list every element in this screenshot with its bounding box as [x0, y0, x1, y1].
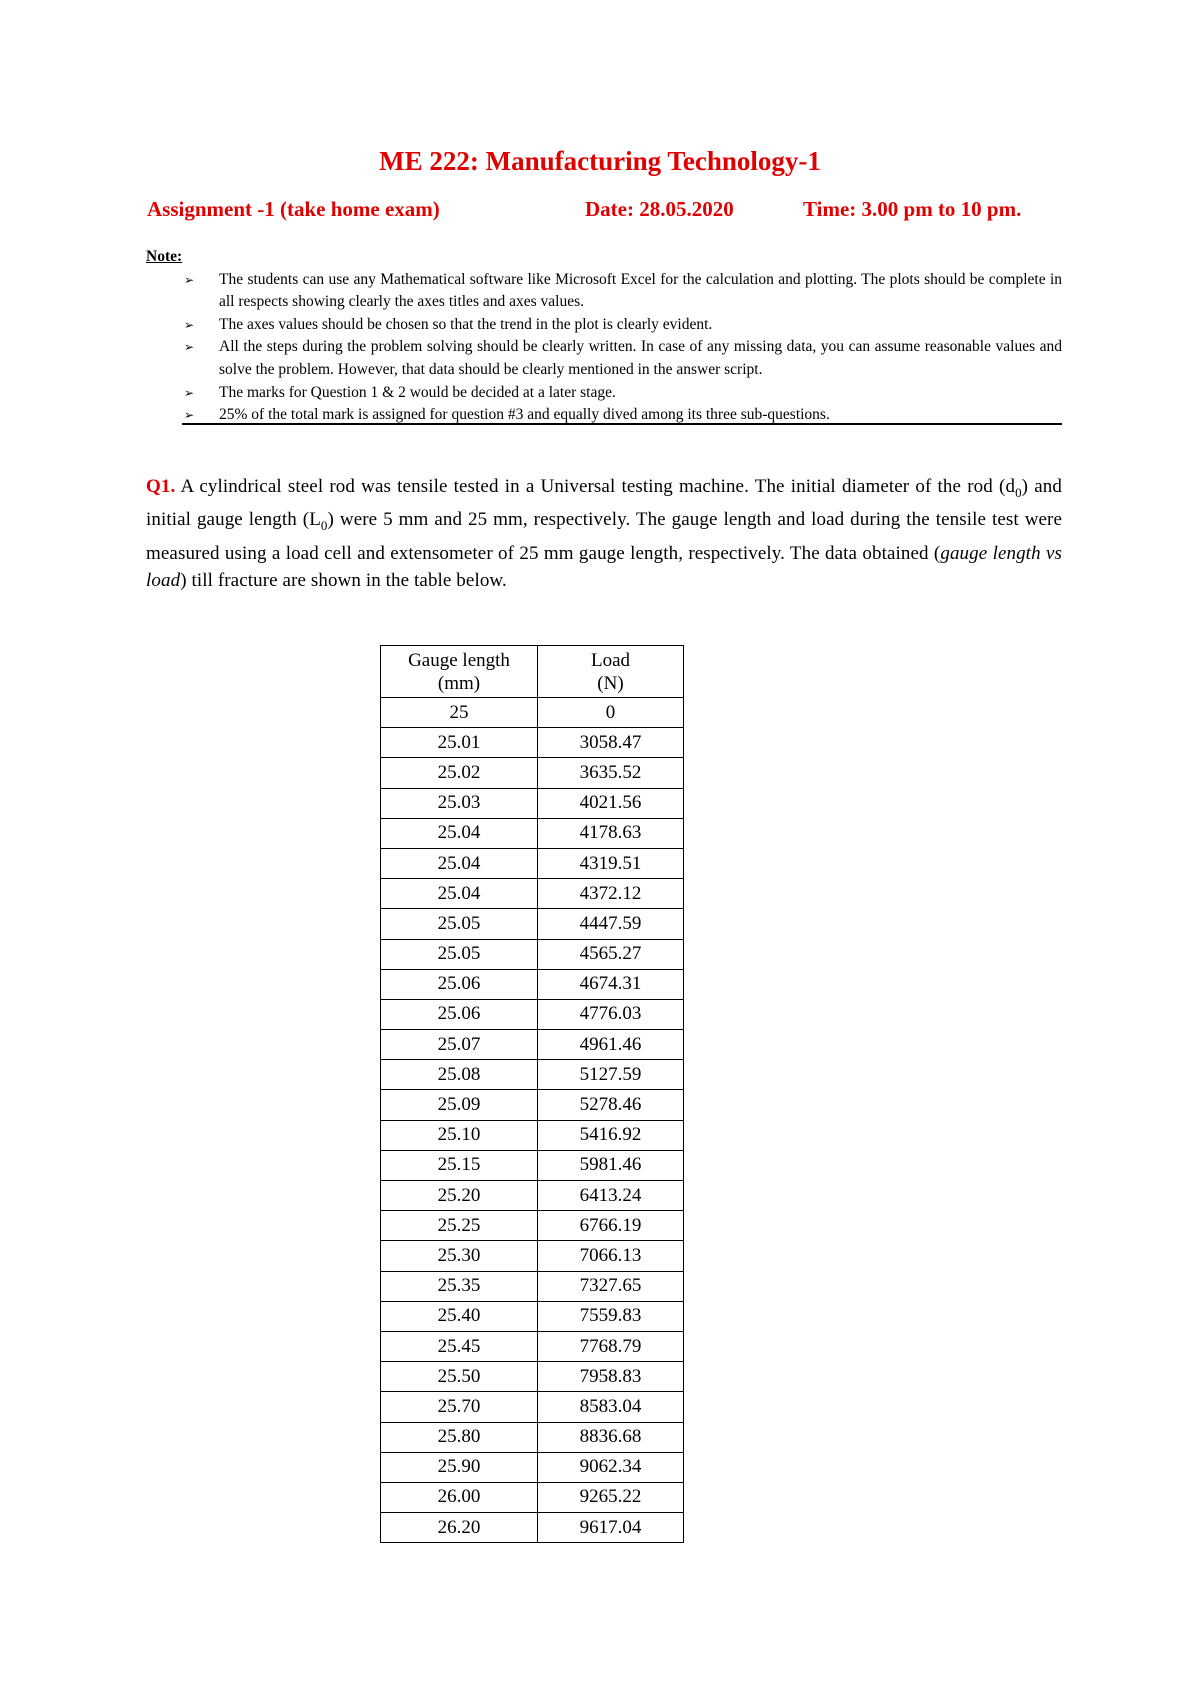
gauge-length-cell: 25.04	[381, 818, 538, 848]
load-cell: 4372.12	[538, 879, 684, 909]
load-cell: 5127.59	[538, 1060, 684, 1090]
load-cell: 9265.22	[538, 1482, 684, 1512]
gauge-length-cell: 25.06	[381, 999, 538, 1029]
table-row	[381, 1060, 684, 1090]
note-text: The marks for Question 1 & 2 would be decided at a later stage.	[219, 383, 616, 401]
gauge-length-cell: 25.80	[381, 1422, 538, 1452]
table-row	[381, 1211, 684, 1241]
table-header-row	[381, 646, 684, 698]
table-row	[381, 818, 684, 848]
load-cell: 5416.92	[538, 1120, 684, 1150]
gauge-length-cell: 25.25	[381, 1211, 538, 1241]
table-row	[381, 1513, 684, 1543]
table-row	[381, 1181, 684, 1211]
arrow-bullet-icon: ➢	[184, 408, 195, 423]
load-cell: 7327.65	[538, 1271, 684, 1301]
gauge-length-cell: 25.40	[381, 1301, 538, 1331]
question-label: Q1.	[146, 476, 176, 497]
load-cell: 5981.46	[538, 1150, 684, 1180]
load-cell: 8583.04	[538, 1392, 684, 1422]
table-body	[381, 698, 684, 1543]
load-cell: 6766.19	[538, 1211, 684, 1241]
load-cell: 4021.56	[538, 788, 684, 818]
table-row	[381, 1331, 684, 1361]
arrow-bullet-icon: ➢	[184, 272, 195, 287]
load-cell: 7958.83	[538, 1362, 684, 1392]
note-text: The axes values should be chosen so that the trend in the plot is clearly evident.	[219, 315, 713, 333]
gauge-length-cell: 25.01	[381, 728, 538, 758]
header-text: Gauge length	[408, 649, 510, 671]
load-cell: 4565.27	[538, 939, 684, 969]
table-row	[381, 788, 684, 818]
arrow-bullet-icon: ➢	[184, 340, 195, 355]
table-row	[381, 1120, 684, 1150]
note-text: All the steps during the problem solving should be clearly written. In case of any missing data, you can assume reasonable values and solve the problem. However, that data should be clearly mentioned in the answer script.	[219, 338, 1062, 378]
table-row	[381, 939, 684, 969]
table-row	[381, 1452, 684, 1482]
note-text: The students can use any Mathematical software like Microsoft Excel for the calculation and plotting. The plots should be complete in all respects showing clearly the axes titles and axes values.	[219, 270, 1062, 311]
gauge-length-cell: 25.20	[381, 1181, 538, 1211]
table-row	[381, 698, 684, 728]
gauge-length-cell: 25.03	[381, 788, 538, 818]
header-text: Load	[590, 649, 631, 671]
header-unit: (N)	[597, 672, 624, 694]
table-row	[381, 1422, 684, 1452]
load-cell: 4447.59	[538, 909, 684, 939]
table-row	[381, 758, 684, 788]
load-cell: 4319.51	[538, 848, 684, 878]
load-cell: 0	[538, 698, 684, 728]
gauge-length-cell: 25.90	[381, 1452, 538, 1482]
header-load	[538, 646, 684, 698]
table-row	[381, 1362, 684, 1392]
gauge-length-cell: 25.02	[381, 758, 538, 788]
load-cell: 9062.34	[538, 1452, 684, 1482]
question-italic-text: gauge length vs load	[146, 542, 1062, 592]
notes-heading: Note:	[146, 248, 183, 265]
notes-section	[146, 246, 1062, 427]
load-cell: 4178.63	[538, 818, 684, 848]
table-row	[381, 879, 684, 909]
note-item	[146, 314, 1062, 337]
note-item	[146, 336, 1062, 381]
gauge-length-cell: 25.50	[381, 1362, 538, 1392]
table-row	[381, 1150, 684, 1180]
subscript-l0: 0	[320, 518, 328, 534]
gauge-length-cell: 25.05	[381, 909, 538, 939]
question-text: ) were 5 mm and 25 mm, respectively. The gauge length and load during the tensile test were measured using a load cell and extensometer of 25 mm gauge length, respectively. The data obtained (	[146, 509, 1063, 564]
gauge-length-cell: 25.05	[381, 939, 538, 969]
load-cell: 7066.13	[538, 1241, 684, 1271]
arrow-bullet-icon: ➢	[184, 317, 195, 332]
gauge-length-cell: 25.35	[381, 1271, 538, 1301]
load-cell: 3635.52	[538, 758, 684, 788]
note-item	[146, 269, 1062, 314]
header-gauge-length	[381, 646, 538, 698]
question-text: A cylindrical steel rod was tensile tested in a Universal testing machine. The initial diameter of the rod (d	[175, 476, 1016, 497]
gauge-length-cell: 25.15	[381, 1150, 538, 1180]
header-unit: (mm)	[437, 672, 481, 694]
load-cell: 7768.79	[538, 1331, 684, 1361]
table-row	[381, 1271, 684, 1301]
gauge-length-cell: 25.10	[381, 1120, 538, 1150]
table-row	[381, 999, 684, 1029]
load-cell: 5278.46	[538, 1090, 684, 1120]
gauge-length-cell: 25.09	[381, 1090, 538, 1120]
gauge-length-cell: 25.06	[381, 969, 538, 999]
gauge-load-table	[380, 645, 684, 1543]
load-cell: 7559.83	[538, 1301, 684, 1331]
gauge-length-cell: 25.08	[381, 1060, 538, 1090]
question-1	[146, 473, 1062, 595]
table-row	[381, 728, 684, 758]
question-text: ) and initial gauge length (L	[146, 476, 1062, 531]
notes-list	[146, 269, 1062, 427]
gauge-length-cell: 25.30	[381, 1241, 538, 1271]
subscript-d0: 0	[1015, 484, 1022, 500]
table-row	[381, 909, 684, 939]
course-title: ME 222: Manufacturing Technology-1	[379, 146, 821, 176]
table-row	[381, 1301, 684, 1331]
gauge-length-cell: 25.04	[381, 879, 538, 909]
table-row	[381, 1392, 684, 1422]
table-row	[381, 1090, 684, 1120]
load-cell: 6413.24	[538, 1181, 684, 1211]
load-cell: 9617.04	[538, 1513, 684, 1543]
gauge-length-cell: 25.04	[381, 848, 538, 878]
assignment-label: Assignment -1 (take home exam)	[147, 197, 440, 221]
load-cell: 4674.31	[538, 969, 684, 999]
table-row	[381, 848, 684, 878]
exam-time: Time: 3.00 pm to 10 pm.	[803, 197, 1022, 221]
gauge-length-cell: 25.07	[381, 1030, 538, 1060]
note-text: 25% of the total mark is assigned for question #3 and equally dived among its three sub-questions.	[219, 406, 830, 424]
table-row	[381, 969, 684, 999]
gauge-length-cell: 25	[381, 698, 538, 728]
load-cell: 8836.68	[538, 1422, 684, 1452]
exam-date: Date: 28.05.2020	[585, 197, 734, 221]
gauge-length-cell: 25.70	[381, 1392, 538, 1422]
table-row	[381, 1030, 684, 1060]
gauge-length-cell: 26.20	[381, 1513, 538, 1543]
arrow-bullet-icon: ➢	[184, 385, 195, 400]
question-text: ) till fracture are shown in the table below.	[180, 570, 507, 592]
table-row	[381, 1241, 684, 1271]
load-cell: 4776.03	[538, 999, 684, 1029]
gauge-length-cell: 25.45	[381, 1331, 538, 1361]
section-divider	[182, 423, 1062, 425]
gauge-length-cell: 26.00	[381, 1482, 538, 1512]
load-cell: 3058.47	[538, 728, 684, 758]
note-item	[146, 382, 1062, 405]
load-cell: 4961.46	[538, 1030, 684, 1060]
table-row	[381, 1482, 684, 1512]
